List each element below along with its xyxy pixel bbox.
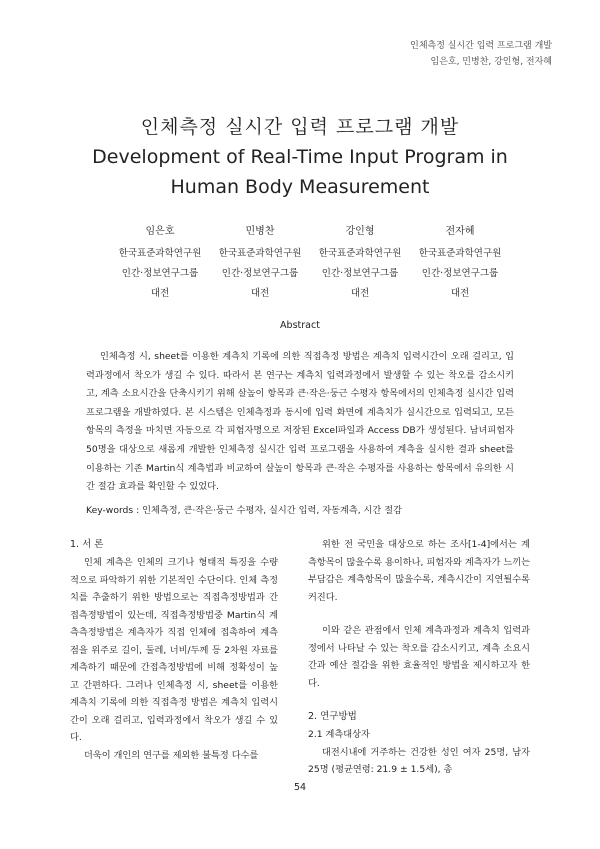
body-paragraph: 인체 계측은 인체의 크기나 형태적 특징을 수량적으로 파악하기 위한 기본적인 수단이다. 인체 측정치를 추출하기 위한 방법으로는 직접측정방법과 간접측정방법이 있는데, 직접측정방법중 Martin식 계측측정방법은 계측자가 직접 인체에 접촉하여 계측점을 위주로 길이, 둘레, 너비/두께 등 2차원 자료를 계측하기 때문에 간접측정방법에 비해 정확성이 높고 간편하다. 그러나 인체측정 시, sheet를 이용한 계측치 기록에 의한 직접측정 방법은 계측치 입력시간이 오래 걸리고, 입력과정에서 착오가 생길 수 있다. xyxy=(70,557,278,743)
body-paragraph: 대전시내에 거주하는 건강한 성인 여자 25명, 남자 25명 (평균연령: 21.9 ± 1.5세), 총 xyxy=(308,746,530,775)
title-english-line1: Development of Real-Time Input Program in xyxy=(92,146,508,168)
author-dept: 인간·정보연구그룹 xyxy=(321,268,399,279)
author-city: 대전 xyxy=(150,288,170,299)
author-name: 전자혜 xyxy=(445,226,475,237)
paragraph-gap xyxy=(308,692,530,708)
running-header xyxy=(410,38,552,70)
author-3 xyxy=(310,222,410,304)
section-heading-methods: 2. 연구방법 xyxy=(308,711,357,722)
abstract-body: 인체측정 시, sheet를 이용한 계측치 기록에 의한 직접측정 방법은 계측치 입력시간이 오래 걸리고, 입력과정에서 착오가 생길 수 있다. 따라서 본 연구는 계측치 입력과정에서 발생할 수 있는 착오를 감소시키고, 계측 소요시간을 단축시키기 위해 살높이 항목과 큰·작은·둥근 수평자 항목에서의 인체측정 실시간 입력 프로그램을 개발하였다. 본 시스템은 인체측정과 동시에 입력 화면에 계측치가 실시간으로 입력되고, 모든 항목의 측정을 마치면 자동으로 각 피험자명으로 저장된 Excel파일과 Access DB가 생성된다. 남녀피험자 50명을 대상으로 새롭게 개발한 인체측정 실시간 입력 프로그램을 사용하여 계측을 실시한 결과 sheet를 이용하는 기존 Martin식 계측법과 비교하여 살높이 항목과 큰·작은 수평자를 사용하는 항목에서 유의한 시간 절감 효과를 확인할 수 있었다. xyxy=(86,351,514,493)
keywords: Key-words : 인체측정, 큰·작은·둥근 수평자, 실시간 입력, 자동계측, 시간 절감 xyxy=(86,505,402,516)
author-org: 한국표준과학연구원 xyxy=(218,248,302,259)
running-header-title: 인체측정 실시간 입력 프로그램 개발 xyxy=(410,41,552,51)
paragraph-gap xyxy=(308,606,530,622)
paper-title-block xyxy=(0,112,600,202)
body-column-left xyxy=(70,536,278,764)
body-column-right xyxy=(308,536,530,779)
author-org: 한국표준과학연구원 xyxy=(418,248,502,259)
author-4 xyxy=(410,222,510,304)
author-dept: 인간·정보연구그룹 xyxy=(221,268,299,279)
abstract-heading: Abstract xyxy=(280,320,320,331)
body-paragraph: 위한 전 국민을 대상으로 하는 조사[1-4]에서는 계측항목이 많을수록 용이하나, 피험자와 계측자가 느끼는 부담감은 계측항목이 많을수록, 계측시간이 지연될수록 커진다. xyxy=(308,539,530,603)
title-english-line2: Human Body Measurement xyxy=(170,176,430,198)
author-org: 한국표준과학연구원 xyxy=(318,248,402,259)
body-paragraph: 더욱이 개인의 연구를 제외한 불특정 다수를 xyxy=(84,749,259,761)
author-2 xyxy=(210,222,310,304)
author-dept: 인간·정보연구그룹 xyxy=(421,268,499,279)
author-org: 한국표준과학연구원 xyxy=(118,248,202,259)
title-korean: 인체측정 실시간 입력 프로그램 개발 xyxy=(140,116,460,138)
author-list xyxy=(110,222,510,304)
author-name: 강인형 xyxy=(345,226,375,237)
author-name: 임은호 xyxy=(145,226,175,237)
body-paragraph: 이와 같은 관점에서 인체 계측과정과 계측치 입력과정에서 나타날 수 있는 착오를 감소시키고, 계측 소요시간과 예산 절감을 위한 효율적인 방법을 제시하고자 한다. xyxy=(308,625,530,689)
author-1 xyxy=(110,222,210,304)
author-name: 민병찬 xyxy=(245,226,275,237)
running-header-authors: 임은호, 민병찬, 강인형, 전자혜 xyxy=(430,57,552,67)
page-number: 54 xyxy=(293,782,307,793)
author-dept: 인간·정보연구그룹 xyxy=(121,268,199,279)
section-heading-introduction: 1. 서 론 xyxy=(70,539,104,550)
subsection-heading-subjects: 2.1 계측대상자 xyxy=(308,729,370,740)
author-city: 대전 xyxy=(450,288,470,299)
author-city: 대전 xyxy=(350,288,370,299)
author-city: 대전 xyxy=(250,288,270,299)
